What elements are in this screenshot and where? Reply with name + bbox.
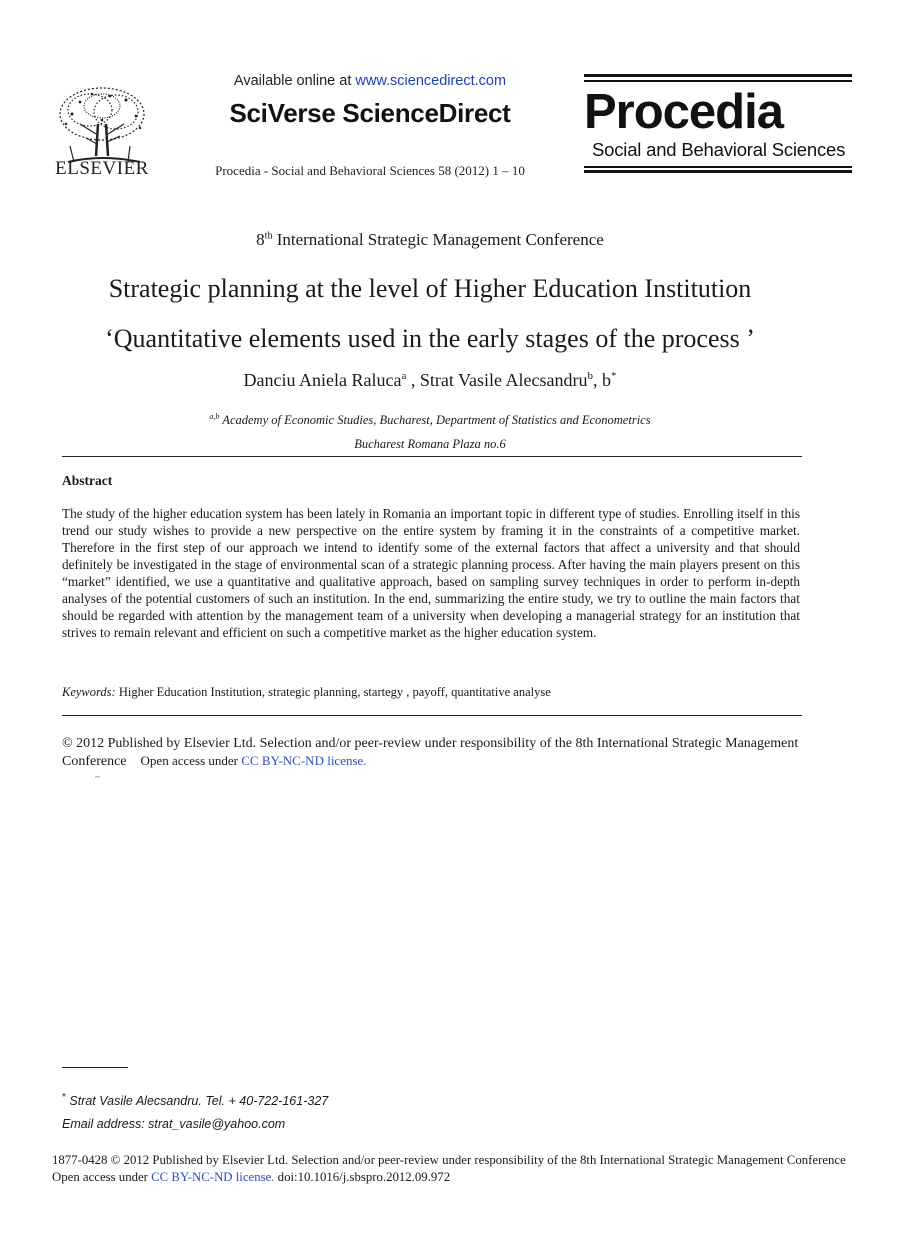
procedia-subtitle: Social and Behavioral Sciences: [592, 139, 846, 160]
journal-citation: Procedia - Social and Behavioral Sciences 58 (2012) 1 – 10: [215, 163, 525, 178]
keywords-label: Keywords:: [62, 685, 116, 699]
procedia-bottom-rule-thin: [584, 166, 852, 168]
footer-license-link[interactable]: CC BY-NC-ND license.: [151, 1170, 275, 1184]
license-link[interactable]: CC BY-NC-ND license.: [241, 753, 367, 768]
paper-subtitle: ‘Quantitative elements used in the early stages of the process ’: [105, 324, 755, 353]
footer-issn: 1877-0428 © 2012 Published by Elsevier Ltd. Selection and/or peer-review under responsibility of the 8th International Strategic Management Conference: [52, 1153, 846, 1167]
affiliation: $^{a,b}$ Academy of Economic Studies, Bucharest, Department of Statistics and Econometrics: [209, 412, 651, 428]
procedia-wordmark: Procedia: [584, 85, 783, 139]
author-list: Danciu Aniela Raluca$^a$ , Strat Vasile Alecsandru$^b$, b*: [243, 370, 617, 390]
conference-name: 8th International Strategic Management Conference: [256, 230, 604, 249]
footer-access: Open access under CC BY-NC-ND license. doi:10.1016/j.sbspro.2012.09.972: [52, 1170, 451, 1184]
procedia-top-rule-thin: [584, 80, 852, 82]
author-name: Danciu Aniela Raluca: [243, 370, 402, 390]
abstract-body: The study of the higher education system has been lately in Romania an important topic in different type of studies. Enrolling itself in this trend our study wishes to provide a new perspective on the entire system by framing it in the constraints of a competitive market. Therefore in the first step of our approach we intend to identify some of the external factors that affect a university and that should definitely be investigated in the stage of environmental scan of a strategic planning process. After having the main players present on this “market” identified, we use a quantitative and qualitative approach, based on sampling survey techniques in order to perform in-depth analyses of the potential customers of such an institution. In the end, summarizing the entire study, we try to outline the main factors that should be regarded with attention by the management team of a university when developing a managerial strategy for an institution that strives to remain relevant and efficient on such a competitive market as the higher education system.: [62, 506, 800, 640]
keywords-list: Higher Education Institution, strategic planning, startegy , payoff, quantitative analyse: [115, 685, 551, 699]
footnote-contact: * Strat Vasile Alecsandru. Tel. + 40-722-161-327: [62, 1092, 329, 1109]
available-online-line: [180, 73, 560, 89]
footnote-divider: [62, 1067, 128, 1068]
affiliation-address: Bucharest Romana Plaza no.6: [354, 437, 506, 451]
sciencedirect-link[interactable]: www.sciencedirect.com: [355, 73, 507, 89]
sciverse-logo: SciVerse ScienceDirect: [229, 98, 511, 128]
available-prefix: Available online at: [233, 73, 356, 89]
divider: [62, 456, 802, 457]
author-name: Strat Vasile Alecsandru: [419, 370, 588, 390]
paper-title: Strategic planning at the level of Higher Education Institution: [108, 274, 752, 303]
divider: [62, 715, 802, 716]
copyright-notice: © 2012 Published by Elsevier Ltd. Selection and/or peer-review under responsibility of the 8th International Strategic Management Conference Open access under CC BY-NC-ND license.: [62, 736, 799, 769]
procedia-bottom-rule-thick: [584, 170, 852, 173]
procedia-top-rule-thick: [584, 74, 852, 77]
keywords: [62, 685, 800, 700]
stray-mark: ~: [95, 772, 100, 782]
procedia-logo: [584, 74, 854, 176]
abstract-heading: Abstract: [62, 473, 113, 488]
elsevier-wordmark: ELSEVIER: [55, 158, 149, 179]
doi: doi:10.1016/j.sbspro.2012.09.972: [274, 1170, 451, 1184]
footnote-email: Email address: strat_vasile@yahoo.com: [62, 1117, 286, 1131]
